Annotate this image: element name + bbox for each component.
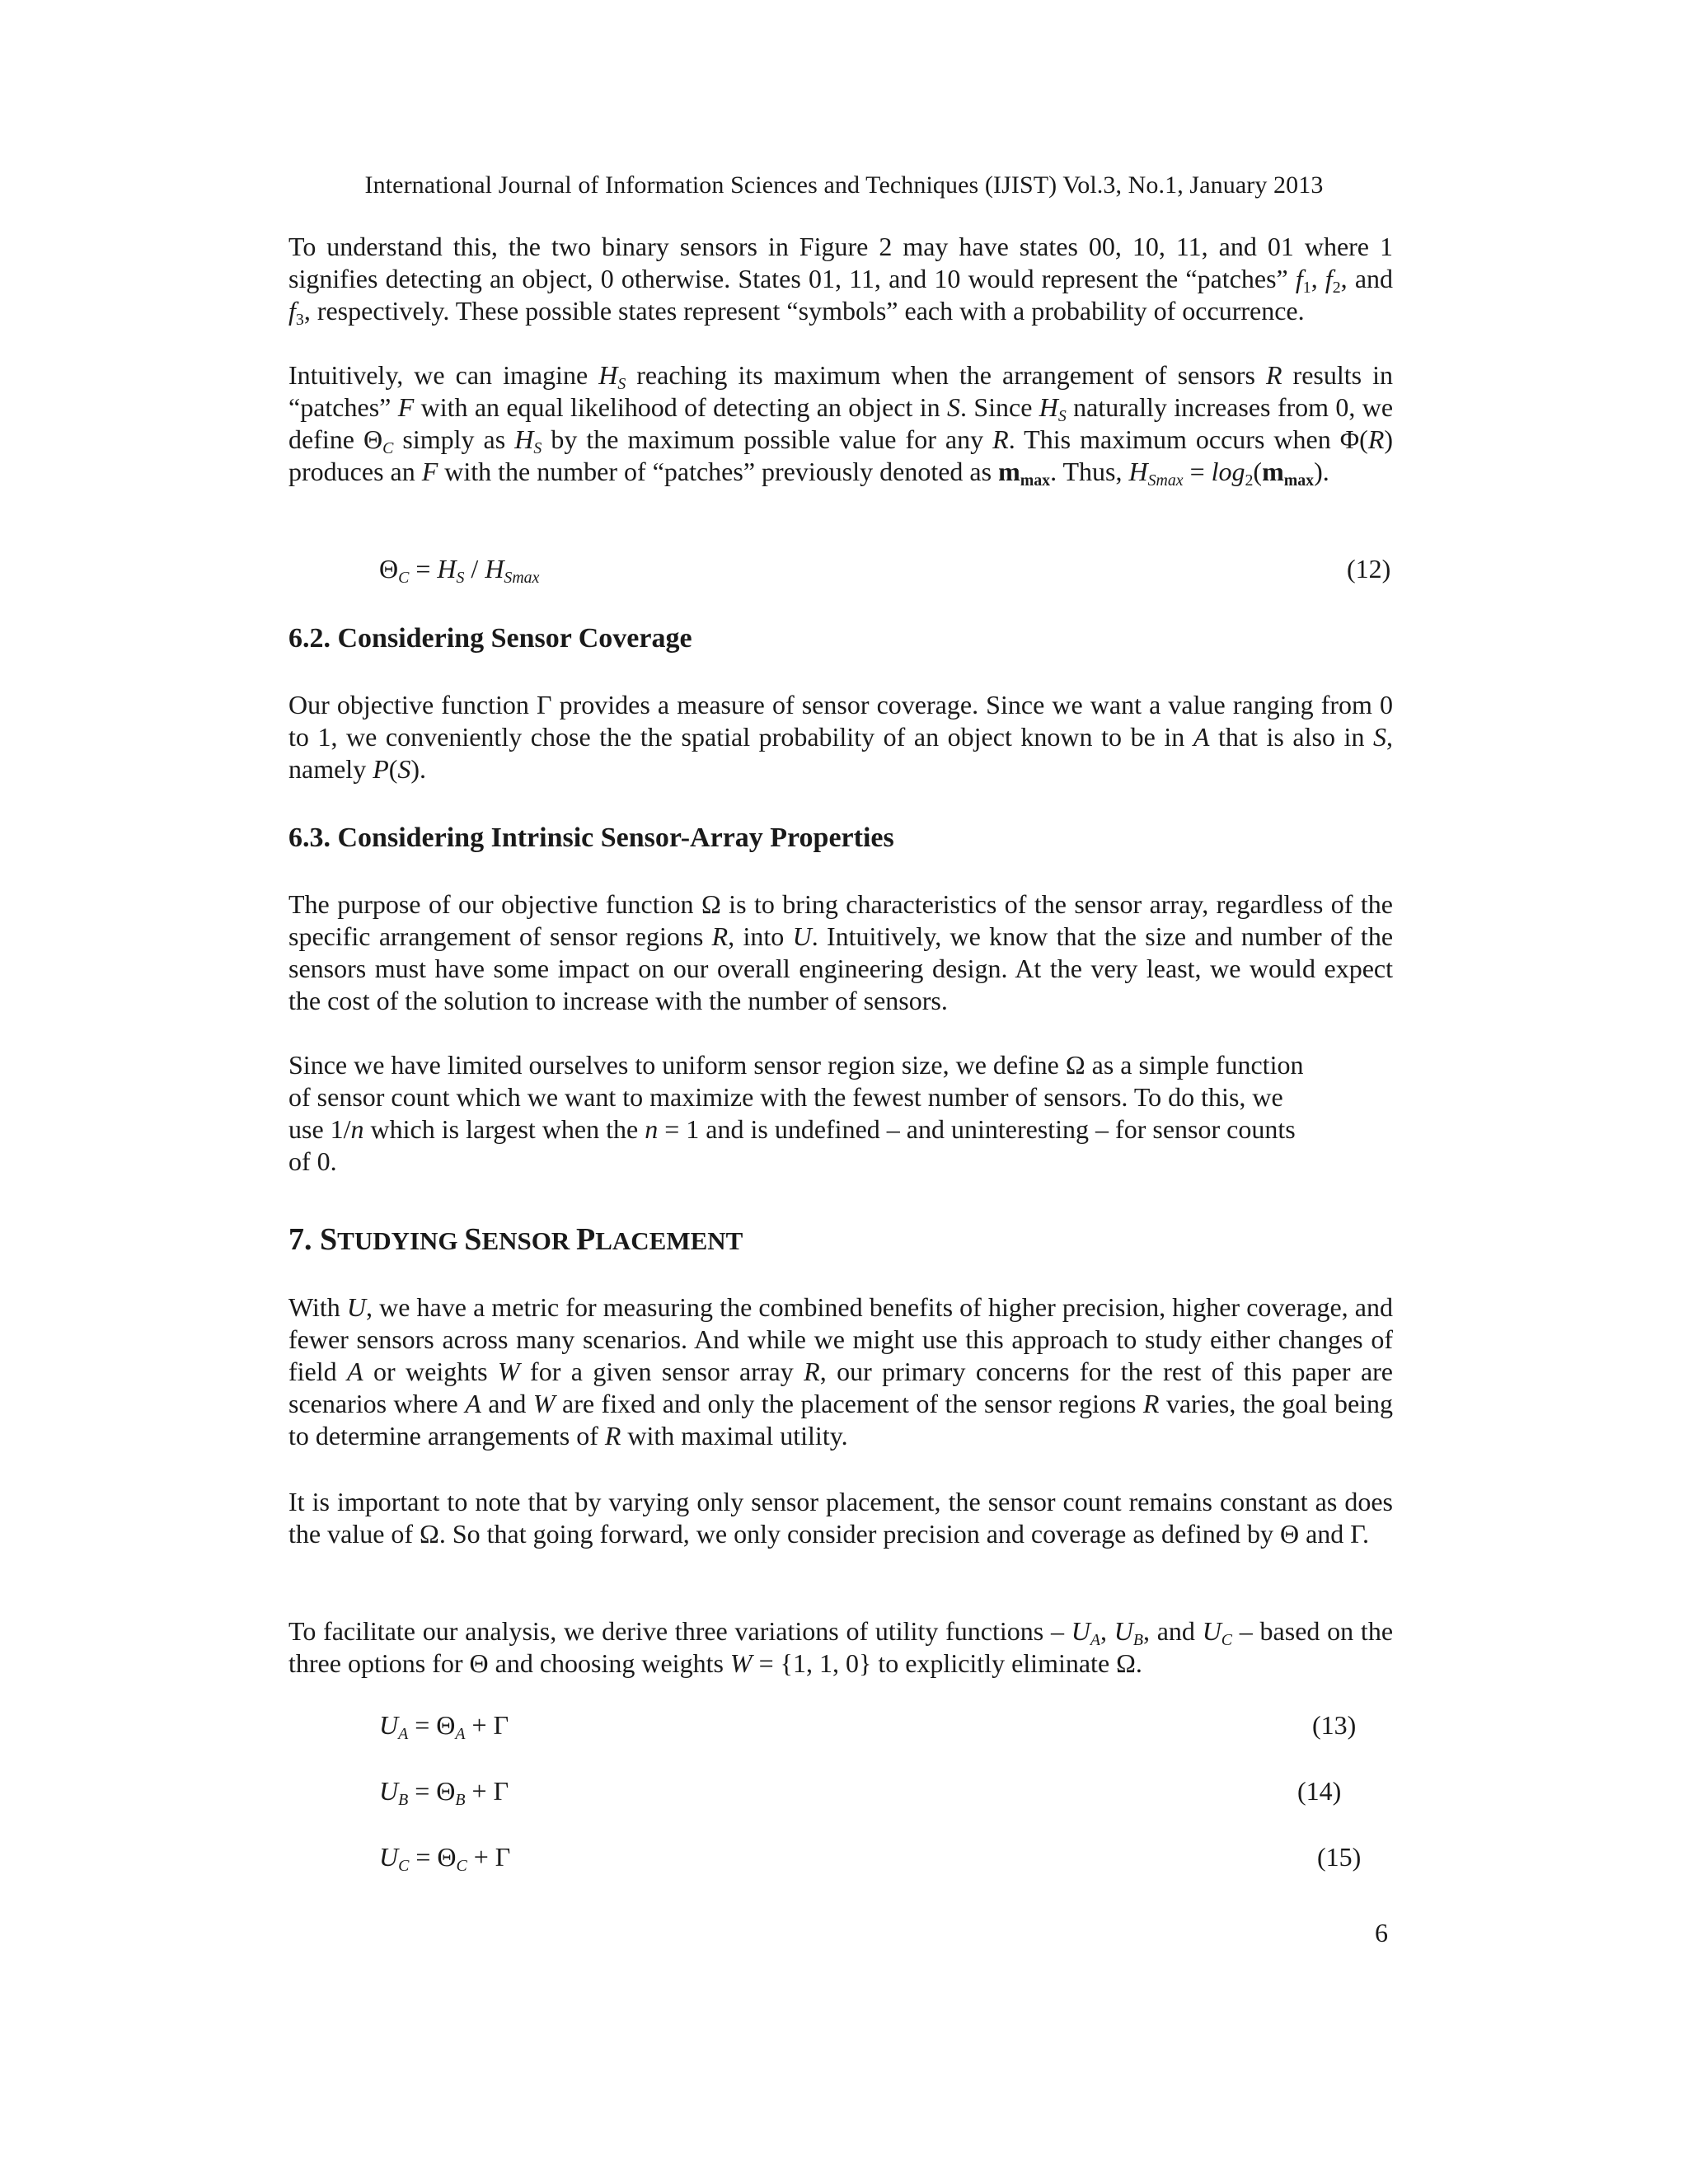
paragraph-intrinsic: The purpose of our objective function Ω is to bring characteristics of the sensor array, regardless of the specific arrangement of sensor regions R, into U. Intuitively, we know that the size and number of the sensors must have some impact on our overall engineering design. At the very least, we would expect the cost of the solution to increase with the number of sensors. [288,889,1394,1015]
paragraph-coverage: Our objective function Γ provides a measure of sensor coverage. Since we want a value ranging from 0 to 1, we conveniently chose the the spatial probability of an object known to be in A that is also in S, namely P(S). [288,690,1394,784]
paragraph-placement-note: It is important to note that by varying only sensor placement, the sensor count remains constant as does the value of Ω. So that going forward, we only consider precision and coverage as defined by Θ and Γ. [288,1487,1393,1549]
equation-14: $U_B = \Theta_B + \Gamma$ [379,1776,509,1809]
equation-13: $U_A = \Theta_A + \Gamma$ [379,1710,509,1743]
running-header: International Journal of Information Sciences and Techniques (IJIST) Vol.3, No.1, January 2013 [364,171,1324,199]
paragraph-utility-metric: With U, we have a metric for measuring the combined benefits of higher precision, higher coverage, and fewer sensors across many scenarios. And while we might use this approach to study either changes of field A or weights W for a given sensor array R, our primary concerns for the rest of this paper are scenarios where A and W are fixed and only the placement of the sensor regions R varies, the goal being to determine arrangements of R with maximal utility. [288,1292,1394,1451]
equation-number-14: (14) [1297,1776,1342,1806]
paragraph-sensor-count: Since we have limited ourselves to uniform sensor region size, we define Ω as a simple function of sensor count which we want to maximize with the fewest number of sensors. To do this, we use 1/n which is largest when the n = 1 and is undefined – and uninteresting – for sensor counts of 0. [288,1050,1304,1176]
page-number: 6 [1375,1918,1388,1947]
equation-number-15: (15) [1317,1842,1362,1872]
equation-number-13: (13) [1312,1710,1357,1740]
equation-15: $U_C = \Theta_C + \Gamma$ [379,1842,511,1875]
paragraph-utility-variations: To facilitate our analysis, we derive three variations of utility functions – $U_A$, $U_B$, and $U_C$ – based on the three options for Θ and choosing weights W = {1, 1, 0} to explicitly eliminate Ω. [288,1616,1394,1678]
section-heading-6-2: 6.2. Considering Sensor Coverage [288,623,692,654]
equation-number-12: (12) [1347,554,1391,583]
paragraph-entropy: Intuitively, we can imagine $H_S$ reaching its maximum when the arrangement of sensors R results in “patches” F with an equal likelihood of detecting an object in S. Since $H_S$ naturally increases from 0, we define $\Theta_C$ simply as $H_S$ by the maximum possible value for any R. This maximum occurs when Φ(R) produces an F with the number of “patches” previously denoted as $m_{max}$. Thus, $H_{Smax} = \log_2(m_{max})$. [288,360,1394,490]
section-heading-6-3: 6.3. Considering Intrinsic Sensor-Array Properties [288,823,894,853]
equation-12: $\Theta_C = H_S / H_{Smax}$ [379,554,540,587]
section-heading-7: 7. STUDYING SENSOR PLACEMENT [288,1222,743,1257]
paragraph-patches: To understand this, the two binary sensors in Figure 2 may have states 00, 10, 11, and 01 where 1 signifies detecting an object, 0 otherwise. States 01, 11, and 10 would represent the “patches” $f_1$, $f_2$, and $f_3$, respectively. These possible states represent “symbols” each with a probability of occurrence. [288,232,1394,329]
